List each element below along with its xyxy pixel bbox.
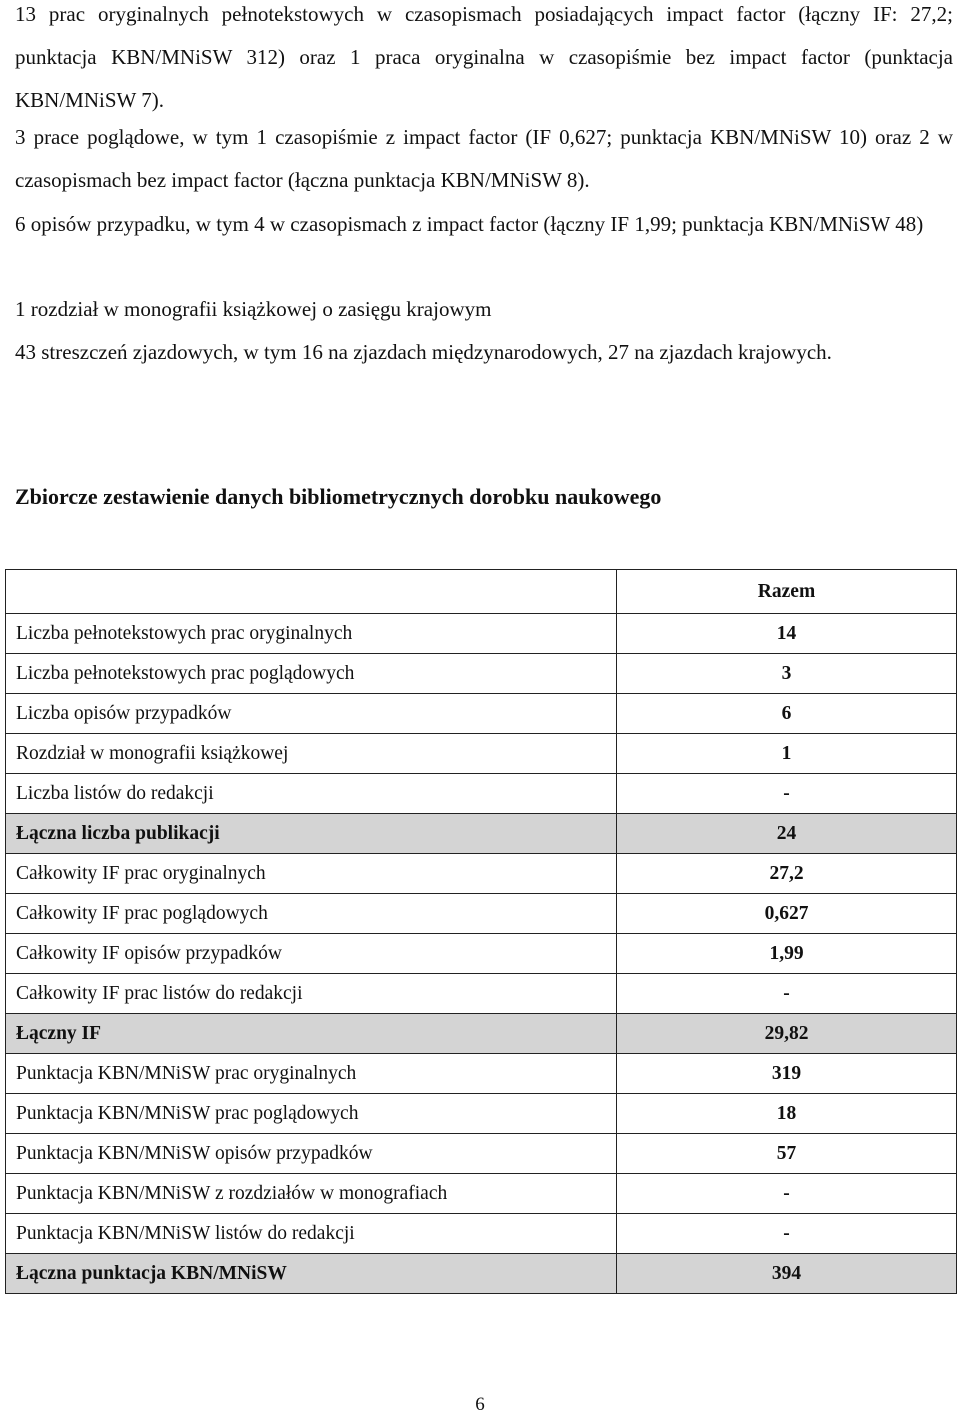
- table-row: [6, 1054, 957, 1094]
- row-value: -: [617, 774, 957, 814]
- table-row: [6, 694, 957, 734]
- table-row-total-publications: [6, 814, 957, 854]
- row-label: Liczba pełnotekstowych prac oryginalnych: [6, 614, 617, 654]
- table-row: [6, 774, 957, 814]
- row-value: 6: [617, 694, 957, 734]
- row-value: 1: [617, 734, 957, 774]
- row-value: 27,2: [617, 854, 957, 894]
- bibliometric-summary-table: [5, 569, 957, 1294]
- row-value: 3: [617, 654, 957, 694]
- row-value: 29,82: [617, 1014, 957, 1054]
- table-row: [6, 974, 957, 1014]
- table-header-label: [6, 570, 617, 614]
- row-label: Łączna punktacja KBN/MNiSW: [6, 1254, 617, 1294]
- paragraph-original-papers: 13 prac oryginalnych pełnotekstowych w czasopismach posiadających impact factor (łączny IF: 27,2; punktacja KBN/MNiSW 312) oraz 1 praca oryginalna w czasopiśmie bez impact factor (punktacja KBN/MNiSW 7).: [15, 2, 953, 112]
- table-row: [6, 1094, 957, 1134]
- row-value: -: [617, 1214, 957, 1254]
- row-value: 18: [617, 1094, 957, 1134]
- row-label: Łączny IF: [6, 1014, 617, 1054]
- row-label: Punktacja KBN/MNiSW z rozdziałów w monografiach: [6, 1174, 617, 1214]
- page-number: 6: [475, 1394, 485, 1415]
- row-label: Liczba opisów przypadków: [6, 694, 617, 734]
- row-value: 57: [617, 1134, 957, 1174]
- row-label: Liczba listów do redakcji: [6, 774, 617, 814]
- paragraph-monograph-chapter: 1 rozdział w monografii książkowej o zasięgu krajowym: [15, 297, 492, 321]
- table-row: [6, 1214, 957, 1254]
- row-label: Rozdział w monografii książkowej: [6, 734, 617, 774]
- row-value: 319: [617, 1054, 957, 1094]
- table-row: [6, 1134, 957, 1174]
- row-label: Punktacja KBN/MNiSW prac oryginalnych: [6, 1054, 617, 1094]
- row-label: Punktacja KBN/MNiSW listów do redakcji: [6, 1214, 617, 1254]
- table-row: [6, 894, 957, 934]
- table-row: [6, 854, 957, 894]
- row-value: 1,99: [617, 934, 957, 974]
- table-header-razem: Razem: [617, 570, 957, 614]
- paragraph-review-papers: 3 prace poglądowe, w tym 1 czasopiśmie z impact factor (IF 0,627; punktacja KBN/MNiSW 10) oraz 2 w czasopismach bez impact factor (łączna punktacja KBN/MNiSW 8).: [15, 125, 953, 192]
- table-row: [6, 654, 957, 694]
- table-row: [6, 734, 957, 774]
- row-label: Punktacja KBN/MNiSW prac poglądowych: [6, 1094, 617, 1134]
- row-value: 24: [617, 814, 957, 854]
- table-row: [6, 614, 957, 654]
- paragraph-conference-abstracts: 43 streszczeń zjazdowych, w tym 16 na zjazdach międzynarodowych, 27 na zjazdach krajowych.: [15, 340, 832, 364]
- table-row-total-kbn-points: [6, 1254, 957, 1294]
- row-label: Liczba pełnotekstowych prac poglądowych: [6, 654, 617, 694]
- section-heading: Zbiorcze zestawienie danych bibliometrycznych dorobku naukowego: [15, 484, 662, 509]
- row-value: 14: [617, 614, 957, 654]
- table-header-row: [6, 570, 957, 614]
- row-label: Całkowity IF opisów przypadków: [6, 934, 617, 974]
- row-label: Punktacja KBN/MNiSW opisów przypadków: [6, 1134, 617, 1174]
- table-row: [6, 934, 957, 974]
- row-value: -: [617, 974, 957, 1014]
- table-row: [6, 1174, 957, 1214]
- row-value: -: [617, 1174, 957, 1214]
- paragraph-case-reports: 6 opisów przypadku, w tym 4 w czasopismach z impact factor (łączny IF 1,99; punktacja KBN/MNiSW 48): [15, 212, 924, 236]
- row-value: 394: [617, 1254, 957, 1294]
- row-label: Całkowity IF prac oryginalnych: [6, 854, 617, 894]
- table-row-total-if: [6, 1014, 957, 1054]
- row-label: Łączna liczba publikacji: [6, 814, 617, 854]
- row-label: Całkowity IF prac poglądowych: [6, 894, 617, 934]
- row-label: Całkowity IF prac listów do redakcji: [6, 974, 617, 1014]
- row-value: 0,627: [617, 894, 957, 934]
